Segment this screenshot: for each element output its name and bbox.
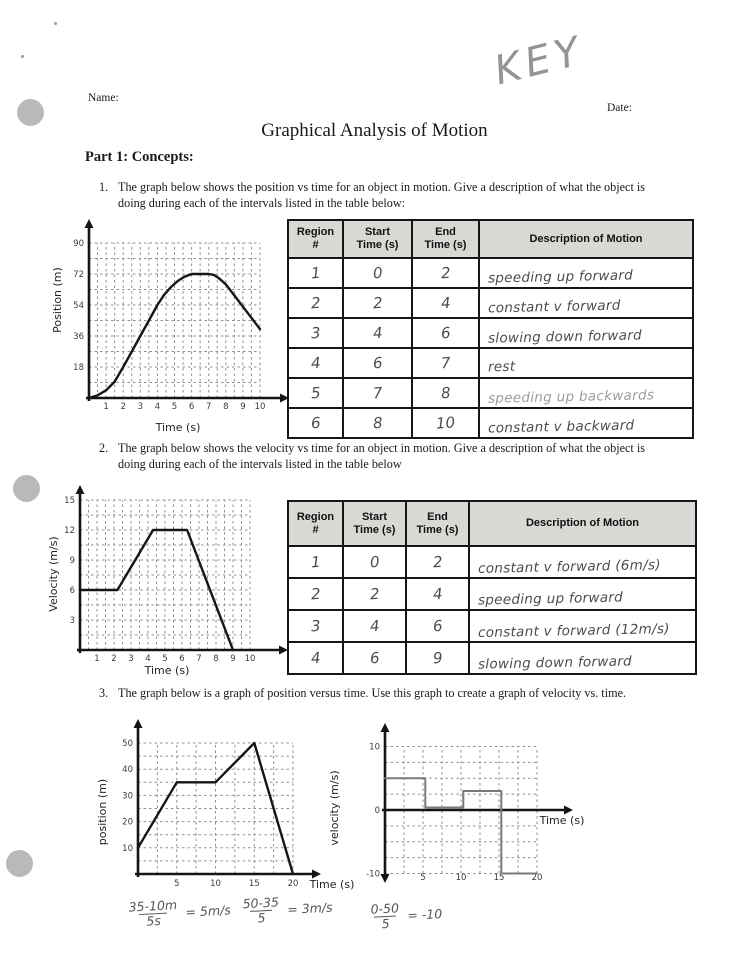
svg-text:12: 12 bbox=[64, 526, 75, 536]
description-cell: constant v forward (12m/s) bbox=[469, 610, 696, 642]
svg-text:10: 10 bbox=[254, 402, 266, 412]
fraction-denominator: 5 bbox=[374, 916, 397, 933]
fraction-denominator: 5s bbox=[139, 913, 168, 930]
q2-velocity-time-graph bbox=[36, 484, 304, 688]
svg-text:Time (s): Time (s) bbox=[539, 814, 585, 827]
slope-calculation-1 bbox=[125, 895, 231, 930]
svg-text:1: 1 bbox=[94, 654, 100, 664]
start-cell: 8 bbox=[343, 408, 412, 438]
svg-text:7: 7 bbox=[196, 654, 202, 664]
svg-text:3: 3 bbox=[137, 402, 144, 412]
svg-text:2: 2 bbox=[111, 654, 117, 664]
end-cell: 2 bbox=[406, 546, 469, 578]
start-cell: 0 bbox=[343, 546, 406, 578]
svg-text:3: 3 bbox=[128, 654, 134, 664]
svg-text:velocity (m/s): velocity (m/s) bbox=[328, 770, 341, 846]
svg-text:8: 8 bbox=[223, 402, 229, 412]
start-cell: 2 bbox=[343, 578, 406, 610]
end-cell: 9 bbox=[406, 642, 469, 674]
start-cell: 7 bbox=[343, 378, 412, 408]
end-cell: 10 bbox=[412, 408, 479, 438]
paper-speck bbox=[21, 55, 24, 58]
region-cell: 6 bbox=[288, 408, 343, 438]
table-row bbox=[288, 578, 696, 610]
svg-text:3: 3 bbox=[69, 616, 75, 626]
start-cell: 0 bbox=[343, 258, 412, 288]
fraction-numerator: 50-35 bbox=[242, 894, 280, 912]
q1-number: 1. bbox=[99, 180, 109, 194]
header-end-time: End Time (s) bbox=[412, 220, 479, 258]
svg-text:6: 6 bbox=[179, 654, 185, 664]
description-cell: rest bbox=[479, 348, 693, 378]
svg-text:0: 0 bbox=[374, 806, 380, 816]
svg-text:5: 5 bbox=[171, 402, 178, 412]
svg-text:10: 10 bbox=[122, 843, 133, 854]
table-row bbox=[288, 610, 696, 642]
svg-text:15: 15 bbox=[493, 873, 505, 883]
end-cell: 6 bbox=[406, 610, 469, 642]
svg-text:2: 2 bbox=[120, 402, 126, 412]
end-cell: 2 bbox=[412, 258, 479, 288]
region-cell: 2 bbox=[288, 288, 343, 318]
svg-text:9: 9 bbox=[240, 402, 246, 412]
header-start-time: Start Time (s) bbox=[343, 501, 406, 546]
q2-number: 2. bbox=[99, 441, 109, 455]
start-cell: 4 bbox=[343, 610, 406, 642]
q3-velocity-time-graph bbox=[328, 720, 662, 898]
q1-prompt-text: The graph below shows the position vs time for an object in motion. Give a description of what the object is doing during each of the intervals listed in the table below: bbox=[118, 180, 646, 211]
end-cell: 8 bbox=[412, 378, 479, 408]
page-title: Graphical Analysis of Motion bbox=[261, 120, 488, 141]
description-cell: slowing down forward bbox=[469, 642, 696, 674]
svg-text:8: 8 bbox=[213, 654, 219, 664]
fraction-numerator: 0-50 bbox=[370, 900, 400, 917]
svg-text:20: 20 bbox=[122, 817, 133, 828]
calculation-result: = 5m/s bbox=[185, 902, 232, 920]
description-cell: constant v forward bbox=[479, 288, 693, 318]
svg-text:15: 15 bbox=[248, 879, 260, 889]
svg-text:Time (s): Time (s) bbox=[155, 421, 201, 434]
svg-text:10: 10 bbox=[369, 742, 380, 753]
fraction-numerator: 35-10m bbox=[128, 897, 178, 915]
calculation-result: = 3m/s bbox=[286, 899, 333, 918]
svg-text:10: 10 bbox=[455, 873, 467, 883]
slope-calculation-2 bbox=[239, 893, 333, 928]
paper-speck bbox=[54, 22, 57, 25]
region-cell: 3 bbox=[288, 318, 343, 348]
table-row bbox=[288, 348, 693, 378]
svg-text:20: 20 bbox=[531, 873, 543, 883]
start-cell: 6 bbox=[343, 642, 406, 674]
table-row bbox=[288, 408, 693, 438]
part-heading: Part 1: Concepts: bbox=[85, 149, 194, 165]
table-row bbox=[288, 258, 693, 288]
svg-text:18: 18 bbox=[73, 363, 84, 374]
table-header-row bbox=[288, 501, 696, 546]
end-cell: 4 bbox=[406, 578, 469, 610]
date-label: Date: bbox=[607, 102, 632, 114]
svg-text:-10: -10 bbox=[366, 869, 380, 880]
svg-text:90: 90 bbox=[73, 239, 84, 250]
header-start-time: Start Time (s) bbox=[343, 220, 412, 258]
svg-text:15: 15 bbox=[64, 496, 75, 506]
svg-text:7: 7 bbox=[205, 402, 212, 412]
name-label: Name: bbox=[88, 92, 119, 104]
key-annotation: KEY bbox=[489, 27, 590, 95]
svg-text:6: 6 bbox=[188, 402, 195, 412]
region-cell: 1 bbox=[288, 546, 343, 578]
svg-text:54: 54 bbox=[73, 301, 84, 312]
q1-motion-table bbox=[287, 219, 694, 439]
region-cell: 2 bbox=[288, 578, 343, 610]
slope-calculation-3 bbox=[367, 899, 443, 933]
description-cell: constant v backward bbox=[479, 408, 693, 438]
table-row bbox=[288, 318, 693, 348]
svg-text:9: 9 bbox=[230, 654, 236, 664]
svg-text:4: 4 bbox=[145, 654, 151, 664]
header-region: Region # bbox=[288, 501, 343, 546]
q3-prompt-text: The graph below is a graph of position versus time. Use this graph to create a graph of velocity vs. time. bbox=[118, 686, 627, 700]
svg-text:5: 5 bbox=[162, 654, 168, 664]
svg-text:40: 40 bbox=[122, 765, 133, 776]
svg-text:Time (s): Time (s) bbox=[144, 664, 190, 677]
svg-text:5: 5 bbox=[420, 873, 426, 883]
description-cell: constant v forward (6m/s) bbox=[469, 546, 696, 578]
q1-prompt bbox=[99, 179, 665, 211]
svg-text:5: 5 bbox=[174, 879, 180, 889]
region-cell: 4 bbox=[288, 642, 343, 674]
end-cell: 7 bbox=[412, 348, 479, 378]
svg-text:10: 10 bbox=[210, 879, 221, 889]
svg-text:Time (s): Time (s) bbox=[309, 878, 355, 891]
svg-text:position (m): position (m) bbox=[96, 778, 109, 846]
header-end-time: End Time (s) bbox=[406, 501, 469, 546]
svg-text:1: 1 bbox=[103, 402, 109, 412]
header-region: Region # bbox=[288, 220, 343, 258]
start-cell: 6 bbox=[343, 348, 412, 378]
svg-text:30: 30 bbox=[122, 791, 133, 802]
table-row bbox=[288, 288, 693, 318]
svg-text:20: 20 bbox=[287, 879, 299, 889]
header-description: Description of Motion bbox=[479, 220, 693, 258]
q3-prompt bbox=[99, 685, 671, 701]
svg-text:4: 4 bbox=[154, 402, 161, 412]
description-cell: speeding up backwards bbox=[479, 378, 693, 408]
q2-prompt bbox=[99, 440, 665, 472]
region-cell: 3 bbox=[288, 610, 343, 642]
header-description: Description of Motion bbox=[469, 501, 696, 546]
q3-number: 3. bbox=[99, 686, 109, 700]
fraction bbox=[239, 895, 283, 927]
fraction bbox=[367, 901, 403, 933]
table-row bbox=[288, 546, 696, 578]
fraction-denominator: 5 bbox=[250, 910, 273, 927]
svg-text:72: 72 bbox=[73, 270, 84, 281]
table-row bbox=[288, 642, 696, 674]
end-cell: 4 bbox=[412, 288, 479, 318]
description-cell: speeding up forward bbox=[469, 578, 696, 610]
svg-text:6: 6 bbox=[69, 586, 75, 596]
region-cell: 4 bbox=[288, 348, 343, 378]
calculation-result: = -10 bbox=[406, 906, 443, 924]
start-cell: 4 bbox=[343, 318, 412, 348]
q2-motion-table bbox=[287, 500, 697, 675]
svg-text:36: 36 bbox=[73, 332, 84, 343]
svg-text:Position (m): Position (m) bbox=[51, 267, 64, 333]
region-cell: 5 bbox=[288, 378, 343, 408]
q2-prompt-text: The graph below shows the velocity vs time for an object in motion. Give a description of what the object is doing during each of the intervals listed in the table below bbox=[118, 441, 645, 472]
region-cell: 1 bbox=[288, 258, 343, 288]
start-cell: 2 bbox=[343, 288, 412, 318]
svg-text:Velocity (m/s): Velocity (m/s) bbox=[47, 536, 60, 612]
svg-text:50: 50 bbox=[122, 739, 133, 749]
description-cell: speeding up forward bbox=[479, 258, 693, 288]
svg-text:9: 9 bbox=[69, 556, 75, 566]
q1-position-time-graph bbox=[40, 222, 310, 437]
svg-text:10: 10 bbox=[244, 654, 256, 664]
description-cell: slowing down forward bbox=[479, 318, 693, 348]
fraction bbox=[125, 898, 181, 931]
table-row bbox=[288, 378, 693, 408]
end-cell: 6 bbox=[412, 318, 479, 348]
hole-punch bbox=[6, 850, 33, 877]
table-header-row bbox=[288, 220, 693, 258]
